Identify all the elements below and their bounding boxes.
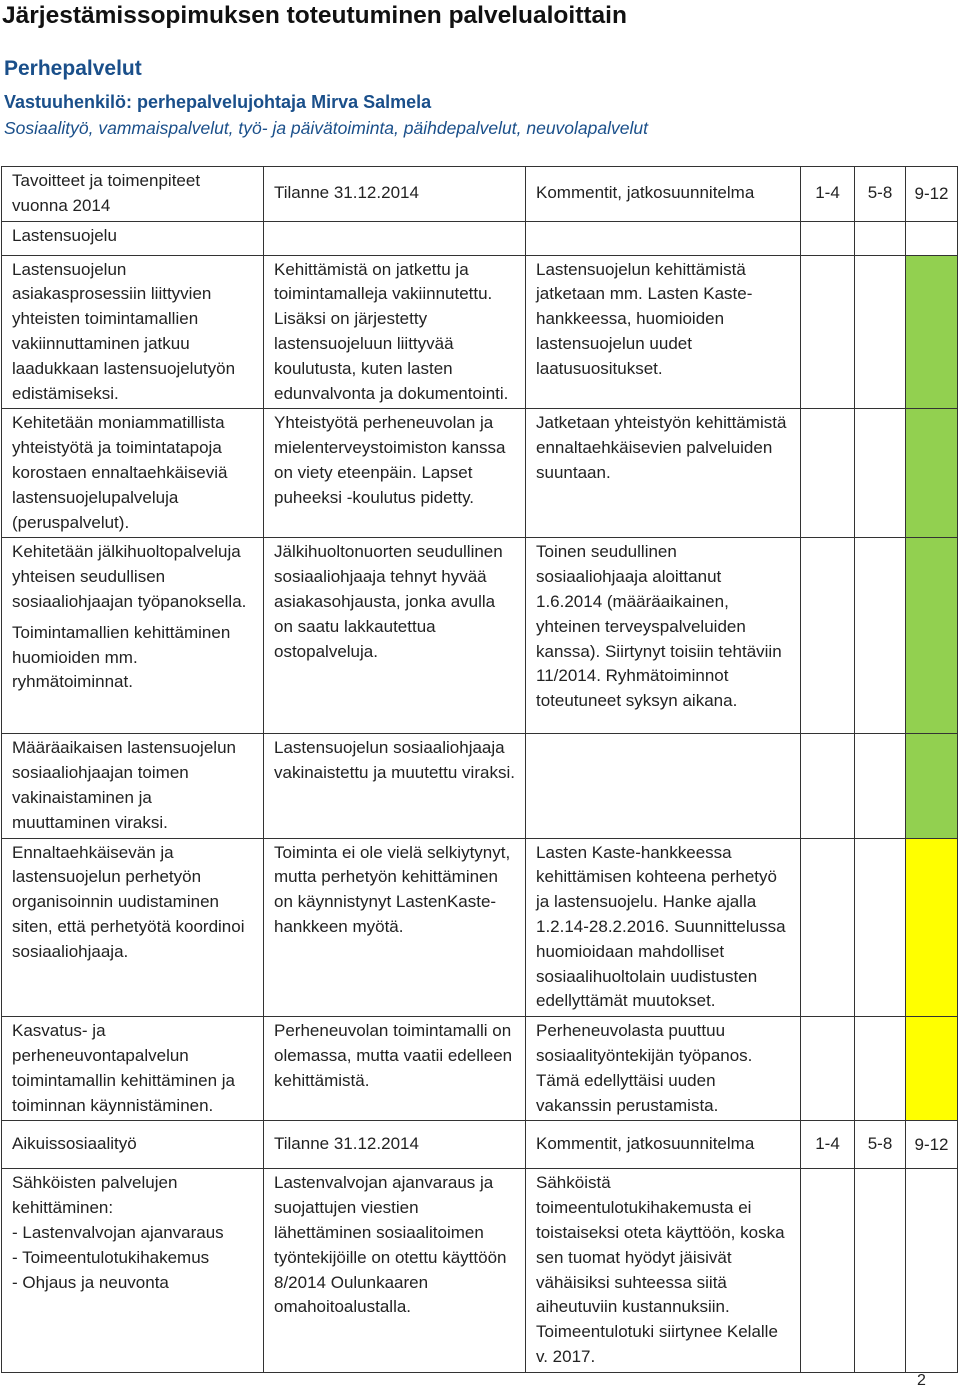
status-cell: Jälkihuoltonuorten seudullinen sosiaaliohjaaja tehnyt hyvää asiakasohjausta, jonka avulla on saatu lakkautettua ostopalveluja.	[264, 538, 526, 734]
comment-cell: Perheneuvolasta puuttuu sosiaalityöntekijän työpanos. Tämä edellyttäisi uuden vakanssin perustamista.	[526, 1017, 801, 1121]
status-cell: Lastensuojelun sosiaaliohjaaja vakinaistettu ja muutettu viraksi.	[264, 734, 526, 838]
comment-cell: Sähköistä toimeentulotukihakemusta ei toistaiseksi oteta käyttöön, koska sen tuomat hyödyt jäisivät vähäisiksi suhteessa siitä aiheutuviin kustannuksiin. Toimeentulotuki siirtyneе Kelalle v. 2017.	[526, 1169, 801, 1372]
status-indicator-green	[906, 538, 958, 734]
section2-header-row	[2, 1121, 958, 1169]
header-status-2: Tilanne 31.12.2014	[264, 1121, 526, 1169]
table-row	[2, 838, 958, 1017]
status-indicator-green	[906, 255, 958, 409]
status-indicator-yellow	[906, 1017, 958, 1121]
status-indicator-yellow	[906, 838, 958, 1017]
table-row	[2, 734, 958, 838]
goal-cell: Kehitetään jälkihuoltopalveluja yhteisen seudullisen sosiaaliohjaajan työpanoksella. Toimintamallien kehittäminen huomioiden mm. ryhmätoiminnat.	[2, 538, 264, 734]
status-indicator-green	[906, 409, 958, 538]
status-cell: Lastenvalvojan ajanvaraus ja suojattujen viestien lähettäminen sosiaalitoimen työntekijöille on otettu käyttöön 8/2014 Oulunkaaren omahoitoalustalla.	[264, 1169, 526, 1372]
goal-cell: Lastensuojelun asiakasprosessiin liittyvien yhteisten toimintamallien vakiinnuttaminen jatkuu laadukkaan lastensuojelutyön edistämiseksi.	[2, 255, 264, 409]
status-cell: Toiminta ei ole vielä selkiytynyt, mutta perhetyön kehittäminen on käynnistynyt LastenKaste-hankkeen myötä.	[264, 838, 526, 1017]
goal-cell: Määräaikaisen lastensuojelun sosiaaliohjaajan toimen vakinaistaminen ja muuttaminen viraksi.	[2, 734, 264, 838]
goal-cell: Sähköisten palvelujen kehittäminen: - Lastenvalvojan ajanvaraus - Toimeentulotukihakemus - Ohjaus ja neuvonta	[2, 1169, 264, 1372]
goal-cell: Kasvatus- ja perheneuvontapalvelun toimintamallin kehittäminen ja toiminnan käynnistäminen.	[2, 1017, 264, 1121]
table-header-row	[2, 167, 958, 222]
service-areas: Sosiaalityö, vammaispalvelut, työ- ja päivätoiminta, päihdepalvelut, neuvolapalvelut	[4, 118, 648, 138]
header-period-2: 5-8	[855, 167, 906, 222]
goal-cell: Ennaltaehkäisevän ja lastensuojelun perhetyön organisoinnin uudistaminen siten, että perhetyötä koordinoi sosiaaliohjaaja.	[2, 838, 264, 1017]
status-indicator-green	[906, 734, 958, 838]
status-cell: Kehittämistä on jatkettu ja toimintamalleja vakiinnutettu. Lisäksi on järjestetty lastensuojeluun liittyvää koulutusta, kuten lasten edunvalvonta ja dokumentointi.	[264, 255, 526, 409]
header-goals: Tavoitteet ja toimenpiteet vuonna 2014	[2, 167, 264, 222]
status-cell: Yhteistyötä perheneuvolan ja mielenterveystoimiston kanssa on viety eteenpäin. Lapset puheeksi -koulutus pidetty.	[264, 409, 526, 538]
section-row	[2, 221, 958, 255]
table-row	[2, 1169, 958, 1372]
header-comments-2: Kommentit, jatkosuunnitelma	[526, 1121, 801, 1169]
header-period-1-2: 1-4	[801, 1121, 855, 1169]
header-period-3-2: 9-12	[906, 1121, 958, 1169]
header-status: Tilanne 31.12.2014	[264, 167, 526, 222]
goals-table	[1, 166, 958, 1373]
header-period-3: 9-12	[906, 167, 958, 222]
section-aikuissosiaalityo: Aikuissosiaalityö	[2, 1121, 264, 1169]
header-period-2-2: 5-8	[855, 1121, 906, 1169]
page-number: 2	[917, 1372, 926, 1389]
comment-cell: Jatketaan yhteistyön kehittämistä ennaltaehkäisevien palveluiden suuntaan.	[526, 409, 801, 538]
table-row	[2, 1017, 958, 1121]
status-cell: Perheneuvolan toimintamalli on olemassa, mutta vaatii edelleen kehittämistä.	[264, 1017, 526, 1121]
goal-cell: Kehitetään moniammatillista yhteistyötä ja toimintatapoja korostaen ennaltaehkäiseviä lastensuojelupalveluja (peruspalvelut).	[2, 409, 264, 538]
section-title: Perhepalvelut	[4, 57, 142, 80]
table-row	[2, 538, 958, 734]
header-comments: Kommentit, jatkosuunnitelma	[526, 167, 801, 222]
responsible-person: Vastuuhenkilö: perhepalvelujohtaja Mirva Salmela	[4, 92, 432, 112]
comment-cell: Toinen seudullinen sosiaaliohjaaja aloittanut 1.6.2014 (määräaikainen, yhteinen terveyspalveluiden kanssa). Siirtynyt toisiin tehtäviin 11/2014. Ryhmätoiminnot toteutuneet syksyn aikana.	[526, 538, 801, 734]
comment-cell: Lastensuojelun kehittämistä jatketaan mm. Lasten Kaste-hankkeessa, huomioiden lastensuojelun uudet laatusuositukset.	[526, 255, 801, 409]
document-title: Järjestämissopimuksen toteutuminen palvelualoittain	[2, 2, 627, 29]
section-lastensuojelu: Lastensuojelu	[2, 221, 264, 255]
header-period-1: 1-4	[801, 167, 855, 222]
comment-cell: Lasten Kaste-hankkeessa kehittämisen kohteena perhetyö ja lastensuojelu. Hanke ajalla 1.2.14-28.2.2016. Suunnittelussa huomioidaan mahdolliset sosiaalihuoltolain uudistusten edellyttämät muutokset.	[526, 838, 801, 1017]
comment-cell	[526, 734, 801, 838]
table-row	[2, 255, 958, 409]
table-row	[2, 409, 958, 538]
